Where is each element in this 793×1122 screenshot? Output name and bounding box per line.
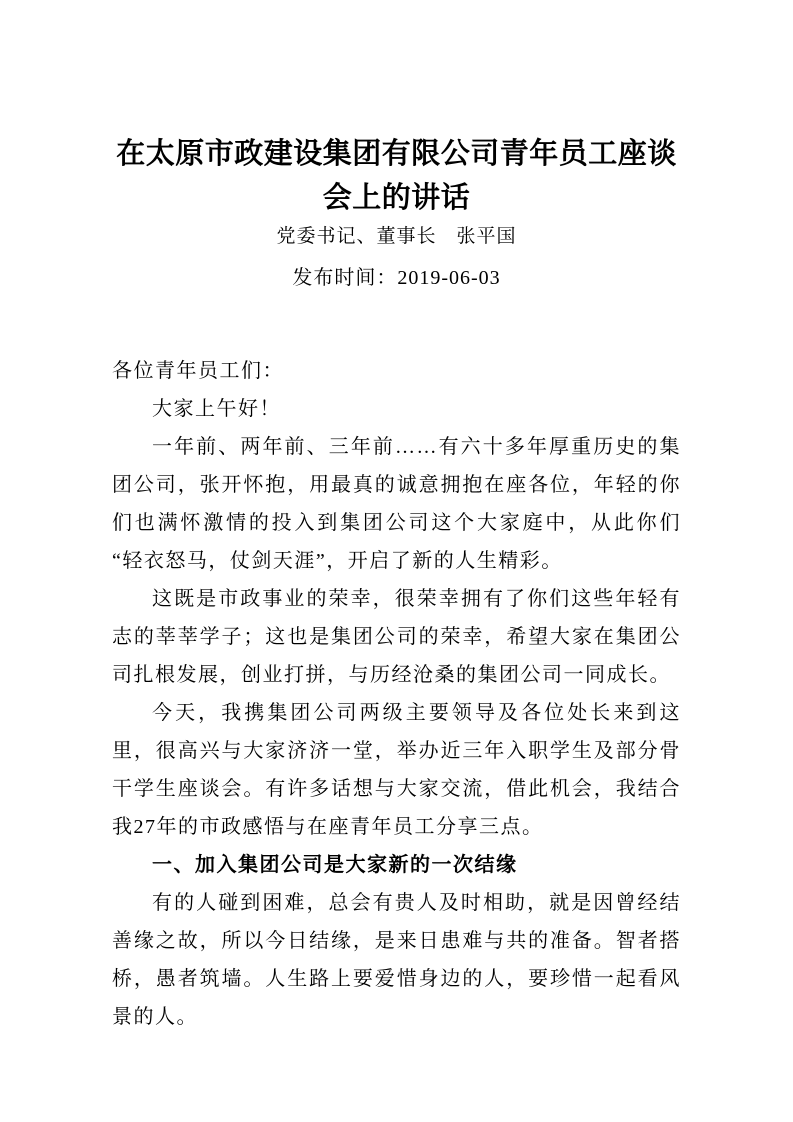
document-title: 在太原市政建设集团有限公司青年员工座谈会上的讲话 (116, 138, 677, 214)
paragraph: 一年前、两年前、三年前……有六十多年厚重历史的集团公司，张开怀抱，用最真的诚意拥抱在座各位，年轻的你们也满怀激情的投入到集团公司这个大家庭中，从此你们“轻衣怒马，仗剑天涯”，开启了新的人生精彩。 (112, 436, 681, 572)
greeting-paragraph: 大家上午好！ (152, 398, 281, 420)
paragraph: 这既是市政事业的荣幸，很荣幸拥有了你们这些年轻有志的莘莘学子；这也是集团公司的荣幸，希望大家在集团公司扎根发展，创业打拼，与历经沧桑的集团公司一同成长。 (112, 588, 681, 686)
paragraph: 今天，我携集团公司两级主要领导及各位处长来到这里，很高兴与大家济济一堂，举办近三年入职学生及部分骨干学生座谈会。有许多话想与大家交流，借此机会，我结合我27年的市政感悟与在座青年员工分享三点。 (112, 702, 681, 838)
section-heading: 一、加入集团公司是大家新的一次结缘 (152, 854, 518, 876)
paragraph: 有的人碰到困难，总会有贵人及时相助，就是因曾经结善缘之故，所以今日结缘，是来日患难与共的准备。智者搭桥，愚者筑墙。人生路上要爱惜身边的人，要珍惜一起看风景的人。 (112, 892, 681, 1028)
byline: 党委书记、董事长 张平国 (276, 226, 517, 247)
publish-date: 发布时间：2019-06-03 (292, 267, 501, 289)
salutation-paragraph: 各位青年员工们： (112, 360, 284, 382)
document-body (112, 352, 681, 1036)
